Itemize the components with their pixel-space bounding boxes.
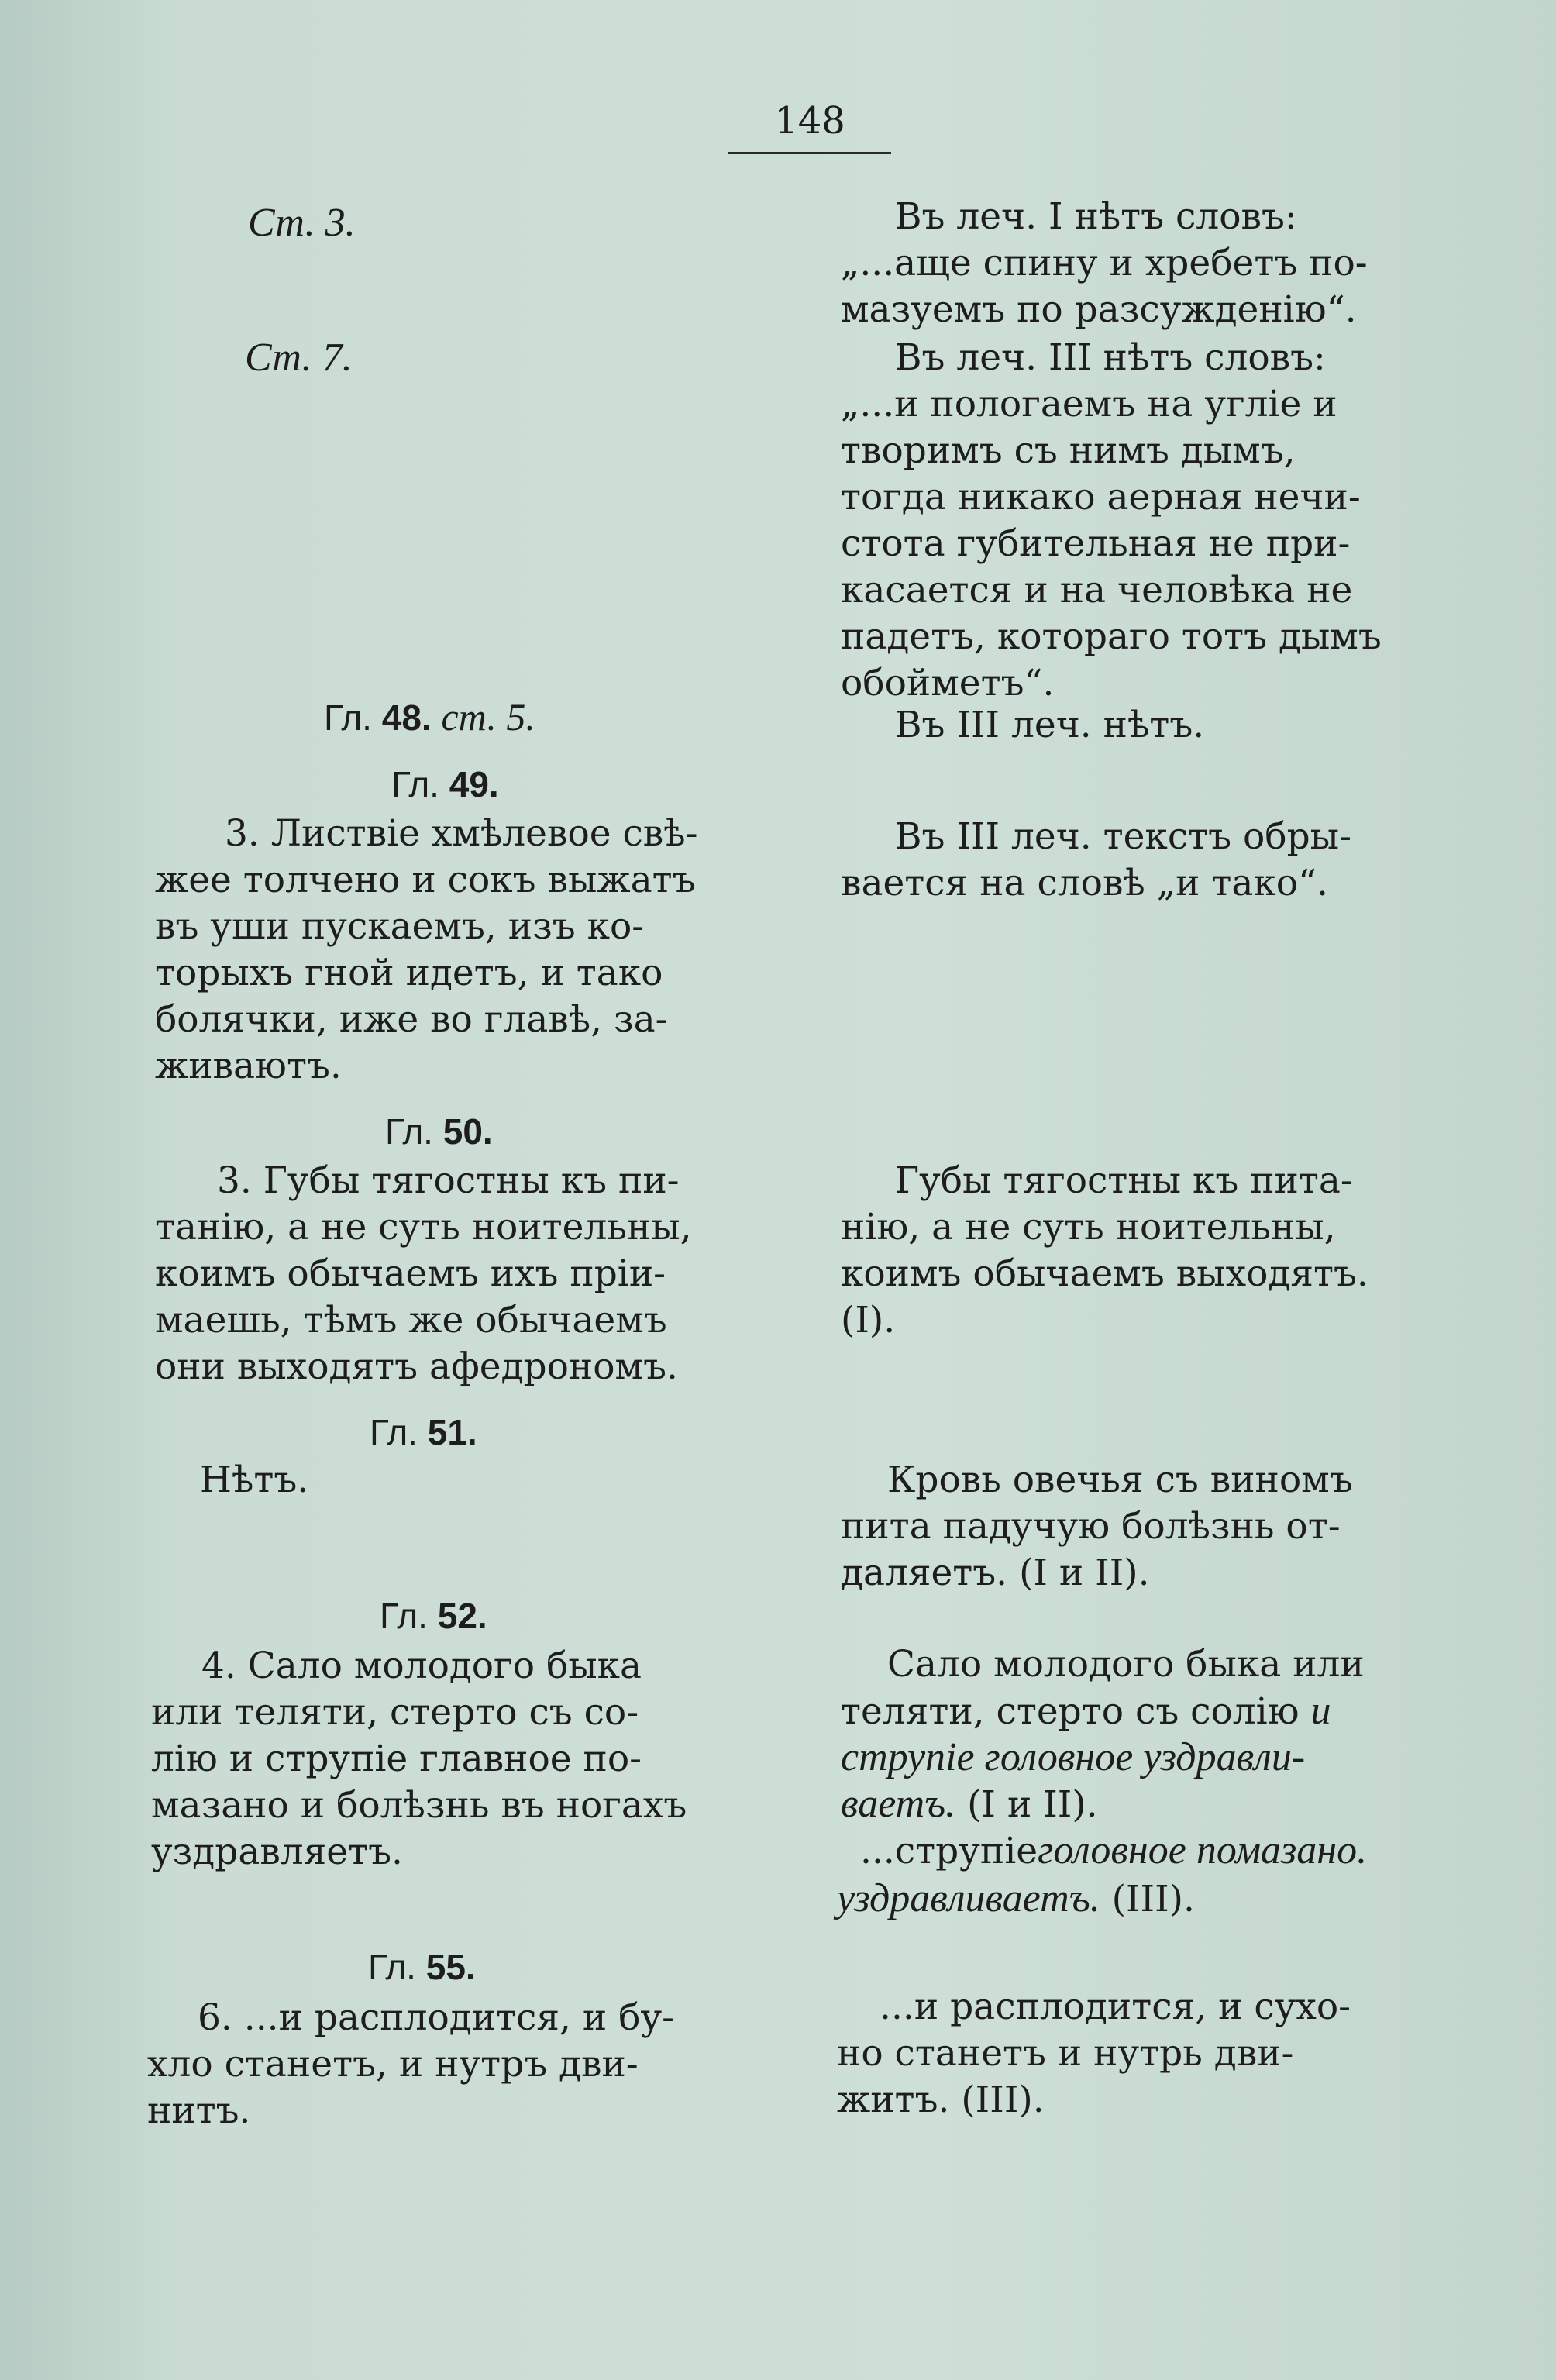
ch52-note-italic: и [1310, 1689, 1331, 1733]
ch52-heading [380, 1593, 487, 1639]
ch50-label: Гл. [385, 1111, 433, 1152]
ch55-line: хло станетъ, и нутръ дви- [147, 2043, 639, 2086]
ch50-line: коимъ обычаемъ ихъ пріи- [155, 1252, 666, 1295]
ch52-note-line [841, 1781, 1461, 1828]
st3-note-line: мазуемъ по разсужденію“. [841, 288, 1357, 331]
ch51-number: 51. [427, 1412, 477, 1452]
ch50-line: маешь, тѣмъ же обычаемъ [155, 1299, 667, 1342]
page-number-rule [728, 152, 891, 154]
st3-note-line: Въ леч. I нѣтъ словъ: [895, 195, 1297, 238]
ch49-note-line: Въ III леч. текстъ обры- [895, 815, 1351, 858]
ch52-note-line [841, 1688, 1461, 1735]
ch52-note-line: струпіе головное уздравли- [841, 1735, 1306, 1779]
ch52-line: или теляти, стерто съ со- [151, 1691, 639, 1734]
ch48-heading [324, 694, 535, 741]
ch51-note-line: Кровь овечья съ виномъ [887, 1459, 1353, 1501]
ch55-line: нитъ. [147, 2089, 251, 2132]
ch49-number: 49. [449, 764, 499, 804]
ch50-line: танію, а не суть ноительны, [155, 1206, 692, 1249]
ch55-heading [368, 1944, 476, 1990]
ch50-note-line: нію, а не суть ноительны, [841, 1206, 1336, 1249]
ch52-note-italic: уздравливаетъ. [837, 1876, 1100, 1920]
ch49-line: болячки, иже во главѣ, за- [155, 998, 668, 1041]
ch50-note-line: Губы тягостны къ пита- [895, 1159, 1353, 1202]
ch52-number: 52. [437, 1596, 487, 1636]
ch51-note-line: даляетъ. (I и II). [841, 1552, 1150, 1594]
st3-note-line: „...аще спину и хребетъ по- [841, 242, 1368, 284]
ch49-note-line: вается на словѣ „и тако“. [841, 862, 1328, 904]
ch50-heading [385, 1108, 493, 1155]
ch51-text: Нѣтъ. [200, 1459, 309, 1501]
ch55-number: 55. [425, 1947, 476, 1987]
ch52-note-line [860, 1827, 1480, 1875]
ch52-note-italic: головное помазано. [1038, 1828, 1368, 1872]
ch55-note-line: но станетъ и нутрь дви- [837, 2032, 1294, 2075]
ch50-note-line: коимъ обычаемъ выходятъ. [841, 1252, 1368, 1295]
ch50-note-line: (I). [841, 1299, 896, 1342]
ch49-line: живаютъ. [155, 1045, 342, 1087]
ch49-line: торыхъ гной идетъ, и тако [155, 952, 663, 994]
left-st7-ref: Ст. 7. [245, 336, 353, 380]
ch52-note-text: ...струпіе [860, 1830, 1038, 1872]
st7-note-line: стота губительная не при- [841, 522, 1351, 565]
ch52-note-text: (III). [1100, 1878, 1195, 1920]
left-st3-ref: Ст. 3. [248, 201, 356, 245]
ch52-line: уздравляетъ. [151, 1831, 403, 1873]
st7-note-line: обойметъ“. [841, 662, 1055, 704]
ch55-label: Гл. [368, 1947, 416, 1987]
st7-note-line: тогда никако аерная нечи- [841, 476, 1361, 518]
ch55-note-line: житъ. (III). [837, 2079, 1045, 2121]
ch52-note-line [837, 1875, 1457, 1923]
ch49-line: 3. Листвіе хмѣлевое свѣ- [225, 812, 698, 855]
ch49-label: Гл. [391, 764, 439, 804]
ch50-number: 50. [442, 1111, 493, 1152]
st7-note-line: Въ леч. III нѣтъ словъ: [895, 336, 1326, 379]
ch48-note: Въ III леч. нѣтъ. [895, 704, 1205, 746]
ch48-stanza: ст. 5. [441, 695, 535, 739]
ch50-line: они выходятъ афедрономъ. [155, 1345, 678, 1388]
ch48-number: 48. [381, 697, 432, 738]
ch48-label: Гл. [324, 697, 372, 738]
ch49-line: жее толчено и сокъ выжатъ [155, 859, 696, 901]
ch55-line: 6. ...и расплодится, и бу- [198, 1996, 674, 2039]
ch52-note-italic: ваетъ. [841, 1782, 956, 1826]
st7-note-line: касается и на человѣка не [841, 569, 1353, 611]
ch52-note-text: теляти, стерто съ солію [841, 1690, 1311, 1733]
ch52-line: 4. Сало молодого быка [201, 1645, 642, 1687]
st7-note-line: „...и пологаемъ на угліе и [841, 383, 1337, 425]
ch51-note-line: пита падучую болѣзнь от- [841, 1505, 1341, 1548]
ch55-note-line: ...и расплодится, и сухо- [880, 1986, 1351, 2028]
page-number: 148 [774, 99, 845, 143]
ch52-note-text: (I и II). [955, 1783, 1098, 1826]
ch51-heading [370, 1409, 477, 1455]
ch51-label: Гл. [370, 1412, 418, 1452]
st7-note-line: творимъ съ нимъ дымъ, [841, 429, 1296, 472]
ch52-label: Гл. [380, 1596, 428, 1636]
ch52-line: мазано и болѣзнь въ ногахъ [151, 1784, 687, 1827]
ch49-heading [391, 761, 499, 808]
ch50-line: 3. Губы тягостны къ пи- [217, 1159, 680, 1202]
st7-note-line: падетъ, котораго тотъ дымъ [841, 615, 1382, 658]
ch52-line: лію и струпіе главное по- [151, 1738, 642, 1780]
ch52-note-line: Сало молодого быка или [887, 1643, 1365, 1686]
ch49-line: въ уши пускаемъ, изъ ко- [155, 905, 645, 948]
